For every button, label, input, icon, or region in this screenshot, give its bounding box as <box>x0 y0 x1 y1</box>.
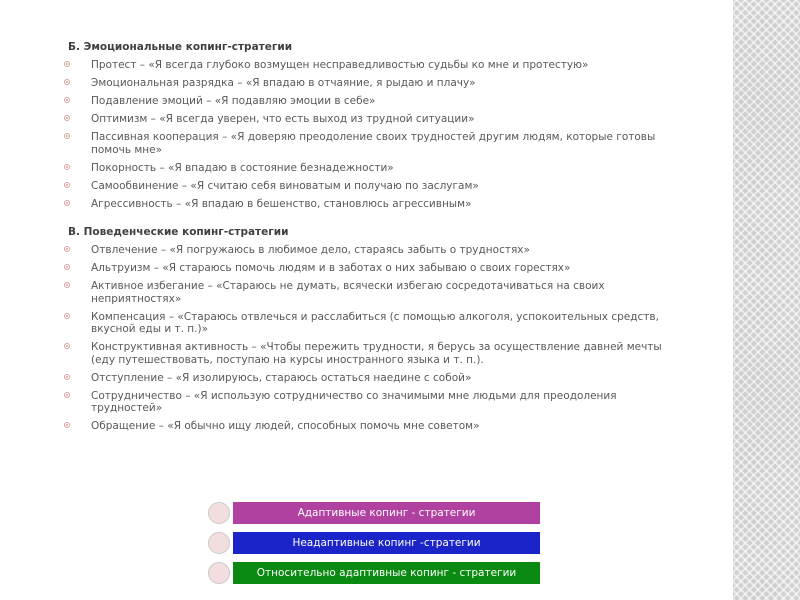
bullet-icon <box>64 182 70 188</box>
list-item: Отступление – «Я изолируюсь, стараюсь остаться наедине с собой» <box>62 372 662 385</box>
list-item: Пассивная кооперация – «Я доверяю преодоление своих трудностей другим людям, которые готовы помочь мне» <box>62 131 662 156</box>
list-item: Альтруизм – «Я стараюсь помочь людям и в заботах о них забываю о своих горестях» <box>62 262 662 275</box>
legend-bar-adaptive: Адаптивные копинг - стратегии <box>233 502 540 524</box>
decorative-side-stripe <box>733 0 800 600</box>
list-item: Подавление эмоций – «Я подавляю эмоции в себе» <box>62 95 662 108</box>
bullet-icon <box>64 79 70 85</box>
list-item: Компенсация – «Стараюсь отвлечься и расслабиться (с помощью алкоголя, успокоительных средств, вкусной еды и т. п.)» <box>62 311 662 336</box>
bullet-icon <box>64 282 70 288</box>
list-item: Оптимизм – «Я всегда уверен, что есть выход из трудной ситуации» <box>62 113 662 126</box>
legend-relatively-adaptive <box>208 562 540 584</box>
bullet-icon <box>64 246 70 252</box>
list-item: Обращение – «Я обычно ищу людей, способных помочь мне советом» <box>62 420 662 433</box>
legend-circle-icon <box>208 562 230 584</box>
legend-maladaptive <box>208 532 540 554</box>
section-v-list <box>62 244 662 433</box>
bullet-icon <box>64 422 70 428</box>
section-b-title: Б. Эмоциональные копинг-стратегии <box>68 41 293 53</box>
bullet-icon <box>64 200 70 206</box>
list-item: Самообвинение – «Я считаю себя виноватым и получаю по заслугам» <box>62 180 662 193</box>
legend-adaptive <box>208 502 540 524</box>
list-item: Сотрудничество – «Я использую сотрудничество со значимыми мне людьми для преодоления трудностей» <box>62 390 662 415</box>
list-item: Отвлечение – «Я погружаюсь в любимое дело, стараясь забыть о трудностях» <box>62 244 662 257</box>
bullet-icon <box>64 264 70 270</box>
list-item: Конструктивная активность – «Чтобы пережить трудности, я берусь за осуществление давней мечты (еду путешествовать, поступаю на курсы иностранного языка и т. п.). <box>62 341 662 366</box>
list-item: Активное избегание – «Стараюсь не думать, всячески избегаю сосредотачиваться на своих неприятностях» <box>62 280 662 305</box>
bullet-icon <box>64 343 70 349</box>
legend-bar-maladaptive: Неадаптивные копинг -стратегии <box>233 532 540 554</box>
list-item: Эмоциональная разрядка – «Я впадаю в отчаяние, я рыдаю и плачу» <box>62 77 662 90</box>
bullet-icon <box>64 61 70 67</box>
bullet-icon <box>64 313 70 319</box>
bullet-icon <box>64 392 70 398</box>
bullet-icon <box>64 133 70 139</box>
list-item: Протест – «Я всегда глубоко возмущен несправедливостью судьбы ко мне и протестую» <box>62 59 662 72</box>
section-v-title: В. Поведенческие копинг-стратегии <box>68 226 289 238</box>
bullet-icon <box>64 97 70 103</box>
bullet-icon <box>64 115 70 121</box>
list-item: Агрессивность – «Я впадаю в бешенство, становлюсь агрессивным» <box>62 198 662 211</box>
bullet-icon <box>64 374 70 380</box>
list-item: Покорность – «Я впадаю в состояние безнадежности» <box>62 162 662 175</box>
bullet-icon <box>64 164 70 170</box>
legend-bar-relatively-adaptive: Относительно адаптивные копинг - стратегии <box>233 562 540 584</box>
slide-content <box>62 40 662 438</box>
section-b-list <box>62 59 662 210</box>
legend-circle-icon <box>208 532 230 554</box>
legend-circle-icon <box>208 502 230 524</box>
